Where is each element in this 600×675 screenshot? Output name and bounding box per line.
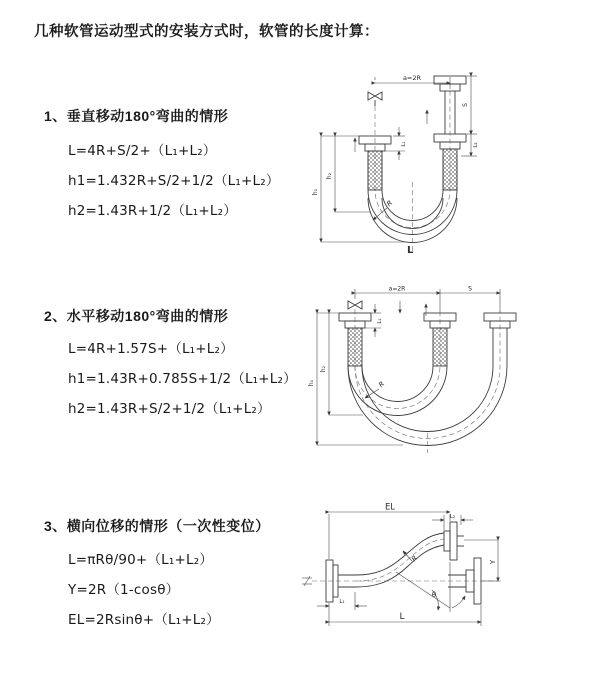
dim-label-h-outer: h₁ [312, 188, 319, 196]
section1-formula-h1: h1=1.432R+S/2+1/2（L₁+L₂） [68, 173, 280, 189]
diagram-lateral-displacement [298, 500, 593, 638]
dim-label-length: L [407, 245, 414, 256]
flange-plate [450, 522, 457, 560]
section3-formula-L: L=πRθ/90+（L₁+L₂） [68, 552, 214, 568]
dim-label-conn-left: L₁ [377, 318, 383, 324]
hose-displaced-inner [362, 366, 493, 432]
dim-label-conn-left: L₁ [401, 141, 407, 147]
diagram-horizontal-180-bend [303, 283, 588, 455]
section1-formula-L: L=4R+S/2+（L₁+L₂） [68, 143, 217, 159]
dim-label-span: a=2R [402, 74, 422, 82]
valve-icon [348, 301, 362, 309]
dim-label-conn-left: L₁ [339, 599, 345, 605]
hose-inner-edge [362, 366, 433, 402]
dim-label-span: a=2R [388, 285, 406, 293]
section2-formula-L: L=4R+1.57S+（L₁+L₂） [68, 341, 234, 357]
hose-centerline-displaced [355, 311, 500, 438]
braided-hose-section [368, 151, 382, 190]
section1-heading: 1、垂直移动180°弯曲的情形 [44, 108, 229, 124]
section3-formula-Y: Y=2R（1-cosθ） [68, 582, 180, 598]
braided-hose-section [433, 328, 447, 366]
page-title: 几种软管运动型式的安装方式时，软管的长度计算： [34, 24, 379, 40]
dim-label-travel: S [468, 285, 472, 293]
section3-formula-EL: EL=2Rsinθ+（L₁+L₂） [68, 612, 220, 628]
dim-label-offset: Y [489, 559, 497, 565]
dim-label-radius: R [410, 554, 420, 564]
flange-ring [444, 531, 450, 551]
section2-heading: 2、水平移动180°弯曲的情形 [44, 308, 229, 324]
valve-icon [368, 92, 382, 106]
construction-diagonal [396, 572, 450, 608]
dim-label-extended-length: EL [384, 502, 396, 513]
braided-hose-section [443, 149, 457, 190]
hose-top-edge [356, 533, 444, 575]
dim-label-conn-right: L₂ [473, 142, 479, 148]
section2-formula-h2: h2=1.43R+S/2+1/2（L₁+L₂） [68, 401, 271, 417]
braided-hose-section [348, 328, 362, 366]
diagram-vertical-180-bend [305, 64, 585, 260]
section2-formula-h1: h1=1.43R+0.785S+1/2（L₁+L₂） [68, 371, 297, 387]
dim-label-radius: R [385, 198, 395, 209]
dim-label-length: L [399, 612, 405, 622]
angle-arc [452, 596, 465, 608]
dim-label-conn-right: L₂ [449, 514, 456, 520]
dim-label-h-inner: h₂ [320, 365, 327, 373]
dim-label-h-inner: h₂ [326, 172, 333, 180]
dim-label-angle: θ [431, 591, 437, 599]
centerline-symbol [302, 576, 312, 586]
dim-label-radius: R [377, 379, 387, 390]
section1-formula-h2: h2=1.43R+1/2（L₁+L₂） [68, 203, 237, 219]
section3-heading: 3、横向位移的情形（一次性变位） [44, 518, 270, 534]
dim-label-h-outer: h₁ [308, 379, 315, 387]
dim-label-travel: S [462, 103, 469, 107]
